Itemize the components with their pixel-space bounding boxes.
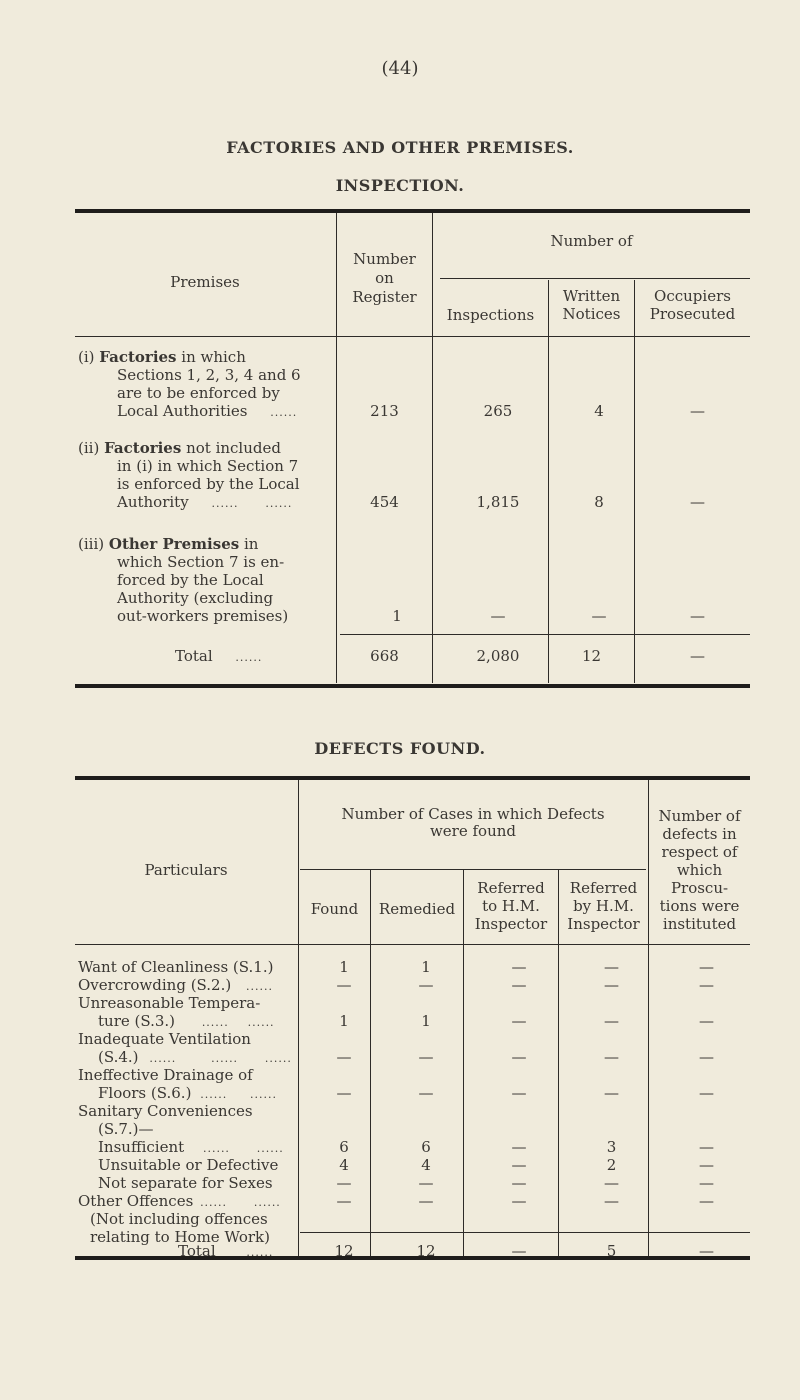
total-rule (340, 634, 750, 635)
referred-to-cell: — (511, 1012, 527, 1030)
header-written-notices: Notices (562, 305, 621, 323)
header-found: Found (310, 900, 359, 918)
row-label: Sections 1, 2, 3, 4 and 6 (117, 366, 301, 384)
row-label: (iii) Other Premises in (78, 535, 259, 553)
header-prosecutions: instituted (662, 915, 737, 933)
prosecutions-cell: — (699, 1138, 714, 1156)
header-occupiers-prosecuted: Prosecuted (649, 305, 736, 323)
header-remedied: Remedied (378, 900, 456, 918)
header-prosecutions: Proscu- (670, 879, 729, 897)
row-label: out-workers premises) (117, 607, 289, 625)
remedied-cell: — (418, 976, 434, 994)
prosecutions-total: — (699, 1242, 714, 1260)
inspections-cell: — (490, 607, 506, 625)
prosecutions-cell: — (699, 1156, 714, 1174)
particular-label: Inadequate Ventilation (78, 1030, 251, 1048)
referred-by-cell: — (604, 958, 619, 976)
row-label: forced by the Local (117, 571, 264, 589)
inspections-cell: 1,815 (476, 493, 520, 511)
referred-by-cell: 3 (606, 1138, 617, 1156)
defects-heading: DEFECTS FOUND. (314, 739, 486, 758)
total-label: Total ...... (178, 1242, 274, 1260)
row-label: (ii) Factories not included (78, 439, 281, 457)
header-particulars: Particulars (144, 861, 228, 879)
row-label: are to be enforced by (117, 384, 280, 402)
prosecutions-cell: — (699, 958, 714, 976)
remedied-cell: 4 (421, 1156, 431, 1174)
found-cell: 1 (339, 958, 349, 976)
remedied-cell: 1 (421, 958, 431, 976)
particular-label: relating to Home Work) (90, 1228, 270, 1246)
row-label: Authority ...... ...... (117, 493, 293, 511)
row-label: Authority (excluding (117, 589, 274, 607)
notices-cell: — (591, 607, 607, 625)
referred-by-cell: — (604, 1174, 619, 1192)
referred-to-cell: — (511, 1192, 527, 1210)
particular-label: Overcrowding (S.2.) ...... (78, 976, 273, 994)
remedied-cell: 6 (421, 1138, 431, 1156)
prosecutions-cell: — (699, 1048, 714, 1066)
header-inspections: Inspections (446, 306, 535, 324)
referred-to-cell: — (511, 1138, 527, 1156)
total-label: Total ...... (175, 647, 263, 665)
header-occupiers-prosecuted: Occupiers (654, 287, 731, 305)
referred-by-cell: 2 (606, 1156, 617, 1174)
inspections-total: 2,080 (476, 647, 520, 665)
prosecuted-cell: — (690, 402, 705, 420)
particular-label: Unsuitable or Defective (98, 1156, 279, 1174)
register-cell: 213 (370, 402, 399, 420)
found-cell: 1 (339, 1012, 349, 1030)
header-prosecutions: which (676, 861, 723, 879)
header-rule (75, 944, 750, 945)
particular-label: Ineffective Drainage of (78, 1066, 253, 1084)
prosecutions-cell: — (699, 1084, 714, 1102)
particular-label: Sanitary Conveniences (78, 1102, 253, 1120)
header-register: Register (352, 288, 417, 306)
remedied-cell: 1 (421, 1012, 431, 1030)
found-cell: 6 (339, 1138, 349, 1156)
notices-cell: 8 (594, 493, 604, 511)
inspections-cell: 265 (483, 402, 513, 420)
referred-by-cell: — (604, 976, 619, 994)
row-label: Local Authorities ...... (117, 402, 298, 420)
particular-label: ture (S.3.) ...... ...... (98, 1012, 275, 1030)
particular-label: (Not including offences (90, 1210, 268, 1228)
register-cell: 454 (370, 493, 399, 511)
particular-label: Insufficient ...... ...... (98, 1138, 284, 1156)
referred-to-cell: — (511, 1174, 527, 1192)
prosecutions-cell: — (699, 1174, 714, 1192)
header-prosecutions: tions were (659, 897, 740, 915)
notices-cell: 4 (594, 402, 604, 420)
header-rule (300, 869, 646, 870)
page-number: (44) (381, 58, 419, 79)
found-cell: — (336, 976, 352, 994)
prosecutions-cell: — (699, 1012, 714, 1030)
particular-label: (S.7.)— (98, 1120, 154, 1138)
header-register: on (375, 269, 394, 287)
header-number-of: Number of (550, 232, 633, 250)
header-referred-by: Referred (569, 879, 638, 897)
prosecutions-cell: — (699, 1192, 714, 1210)
header-referred-to: Inspector (474, 915, 548, 933)
register-cell: 1 (392, 607, 402, 625)
row-label: which Section 7 is en- (117, 553, 285, 571)
header-prosecutions: Number of (658, 807, 741, 825)
notices-total: 12 (581, 647, 602, 665)
referred-by-cell: — (604, 1012, 619, 1030)
header-rule (440, 278, 750, 279)
referred-to-total: — (511, 1242, 527, 1260)
referred-by-cell: — (604, 1048, 619, 1066)
found-cell: — (336, 1048, 352, 1066)
particular-label: Unreasonable Tempera- (78, 994, 261, 1012)
row-label: in (i) in which Section 7 (117, 457, 299, 475)
particular-label: Want of Cleanliness (S.1.) (78, 958, 274, 976)
header-prosecutions: respect of (661, 843, 738, 861)
referred-by-cell: — (604, 1192, 619, 1210)
header-premises: Premises (170, 273, 240, 291)
header-referred-to: Referred (477, 879, 545, 897)
row-label: (i) Factories in which (78, 348, 246, 366)
referred-by-cell: — (604, 1084, 619, 1102)
remedied-cell: — (418, 1048, 434, 1066)
register-total: 668 (370, 647, 399, 665)
remedied-total: 12 (416, 1242, 436, 1260)
referred-to-cell: — (511, 958, 527, 976)
found-cell: — (336, 1174, 352, 1192)
found-cell: — (336, 1084, 352, 1102)
header-number-of-cases: Number of Cases in which Defects (341, 805, 605, 823)
inspection-heading: INSPECTION. (335, 176, 465, 195)
remedied-cell: — (418, 1084, 434, 1102)
found-total: 12 (334, 1242, 354, 1260)
remedied-cell: — (418, 1174, 434, 1192)
header-referred-by: by H.M. (573, 897, 634, 915)
found-cell: — (336, 1192, 352, 1210)
referred-by-total: 5 (606, 1242, 617, 1260)
table-rule (75, 684, 750, 688)
total-rule (300, 1232, 750, 1233)
page-title: FACTORIES AND OTHER PREMISES. (226, 138, 574, 157)
particular-label: (S.4.) ...... ...... ...... (98, 1048, 292, 1066)
prosecuted-total: — (690, 647, 705, 665)
row-label: is enforced by the Local (117, 475, 300, 493)
header-referred-by: Inspector (567, 915, 640, 933)
particular-label: Other Offences ...... ...... (78, 1192, 281, 1210)
header-register: Number (353, 250, 416, 268)
particular-label: Floors (S.6.) ...... ...... (98, 1084, 277, 1102)
found-cell: 4 (339, 1156, 349, 1174)
particular-label: Not separate for Sexes (98, 1174, 273, 1192)
header-written-notices: Written (562, 287, 621, 305)
remedied-cell: — (418, 1192, 434, 1210)
table-rule (75, 209, 750, 213)
header-referred-to: to H.M. (482, 897, 540, 915)
header-rule (75, 336, 750, 337)
referred-to-cell: — (511, 1048, 527, 1066)
prosecuted-cell: — (690, 493, 705, 511)
header-number-of-cases: were found (429, 822, 517, 840)
prosecuted-cell: — (690, 607, 705, 625)
referred-to-cell: — (511, 976, 527, 994)
referred-to-cell: — (511, 1156, 527, 1174)
prosecutions-cell: — (699, 976, 714, 994)
header-prosecutions: defects in (662, 825, 737, 843)
referred-to-cell: — (511, 1084, 527, 1102)
